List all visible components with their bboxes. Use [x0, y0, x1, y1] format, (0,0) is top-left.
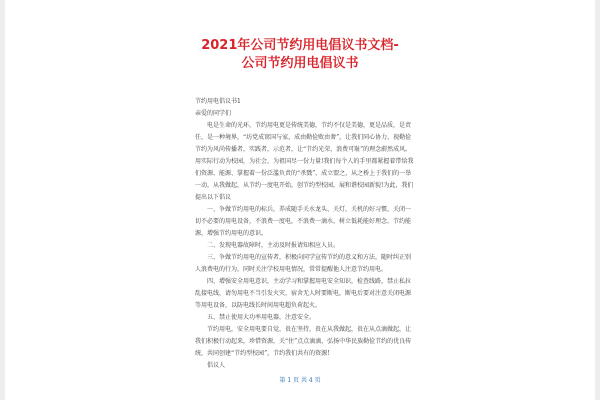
page-number: 第 1 页 共 4 页: [279, 377, 321, 384]
document-heading: 节约用电倡议书1: [195, 98, 241, 105]
paragraph: 倡议人: [207, 362, 226, 369]
document-title-line2: 公司节约用电倡议书: [241, 56, 359, 71]
paragraph-list: [195, 120, 415, 372]
paragraph: 五、禁止使用大功率用电器，注意安全。: [207, 314, 316, 321]
paragraph: 节约用电，安全用电要自觉，贵在坚持，贵在从我做起，贵在从点滴做起，让我们积极行动起来，珍惜资源，关“住”点点滴滴，弘扬中华民族勤俭节约的优良传统，共同创建“节约型校园”，节约我们共有的资源!: [195, 326, 412, 357]
paragraph: 二、发现电器故障时，主动及时报请知相应人员。: [207, 242, 340, 249]
paragraph: 一、争做节约用电的标兵，养成随手关水龙头、关灯，关机的好习惯，关闭一切不必要的用电设备，不浪费一度电，不浪费一滴水，树立低耗能好理念，节约能源，增强节约用电的意识。: [195, 206, 412, 237]
document-title-line1: 2021年公司节约用电倡议书文档-: [201, 38, 399, 53]
paragraph: 四、增强安全用电意识，主动学习和掌握用电安全知识，检查线路，禁止私拉乱接电线，请勿用电不当引发火灾，宿舍无人时要断电，断电后要对注意关闭电源等用电设备，以防电线长时间用电超负荷起火。: [195, 278, 412, 309]
salutation: 亲爱的同学们: [195, 110, 232, 117]
paragraph: 三、争做节约用电的宣传者，积极向同学宣传节约的意义和方法，随时纠正别人浪费电的行为，同时关注学校用电情况，常常提醒他人注意节约用电。: [195, 254, 412, 273]
paragraph: 电是生命的光环，节约用电更是传统美德，节约不仅是美德，更是品质，是责任，是一种境界，“坊党成窝国与家，成由勤俭败由奢”，让我们同心协力，视勤俭节约为风尚传播者，实践者，示范者，让“节约光荣，浪费可耻”的理念蔚然成风。用实际行动为校园，为社会，为祖国尽一份力量!我们每个人的手里都紧握着带给我们资源、能源、掌握着一份泛滥负责的“杀戮”，成立盟之，从之桥上于我们的一举一动，从我做起，从节约一度电开始，创节约型校园，展和谐校园新貌!为此，我们提出以下倡议: [195, 122, 414, 201]
document-page: [5, 0, 595, 400]
document-body: [195, 96, 415, 372]
